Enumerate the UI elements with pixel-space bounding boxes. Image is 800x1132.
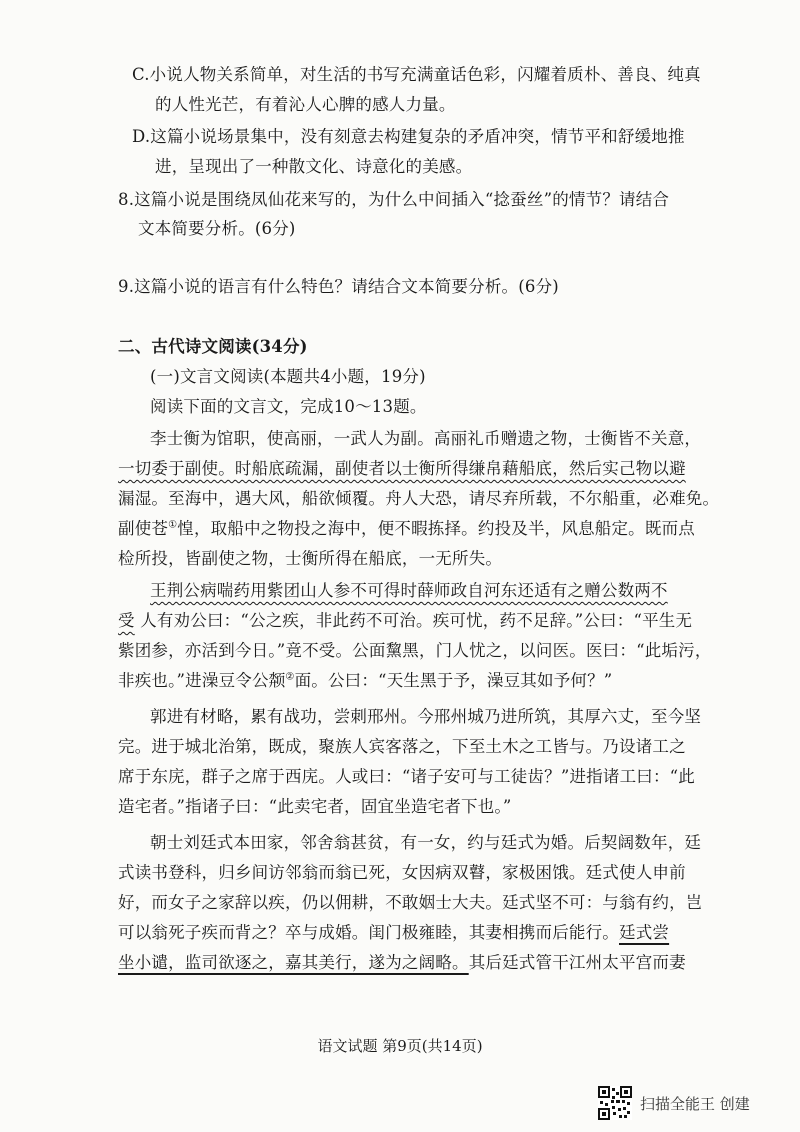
passage-3-line-3: 席于东庑，群子之席于西庑。人或曰：“诸子安可与工徒齿？”进指诸工曰：“此 [118,767,696,786]
question-9: 9.这篇小说的语言有什么特色？请结合文本简要分析。(6分) [118,277,559,296]
passage-2-line-2-rest: 人有劝公曰：“公之疾，非此药不可治。疾可忧，药不足辞。”公曰：“平生无 [140,611,693,630]
passage-2-line-2 [118,610,692,632]
question-8-line-2: 文本简要分析。(6分) [138,219,296,238]
underlined-sentence-1: 一切委于副使。时船底疏漏，副使者以士衡所得缣帛藉船底，然后实己物以避 [118,459,686,478]
passage-2-line-4 [118,670,612,692]
passage-4-line-5 [118,952,686,974]
passage-2-line-1 [150,580,668,602]
qr-code-icon [598,1086,632,1120]
passage-4-line-2: 式读书登科，归乡间访邻翁而翁已死，女因病双瞽，家极困饿。廷式使人申前 [118,863,686,882]
underlined-sentence-2: 王荆公病喘药用紫团山人参不可得时薛师政自河东还适有之赠公数两不 [150,581,668,600]
underlined-sentence-2-end: 受 [118,611,135,630]
passage-1-line-2 [118,458,686,480]
passage-1-line-4 [118,518,695,540]
passage-1-line-1: 李士衡为馆职，使高丽，一武人为副。高丽礼币赠遗之物，士衡皆不关意， [150,429,702,448]
underlined-sentence-3-start: 廷式尝 [619,923,670,942]
passage-4-line-4-start: 可以翁死子疾而背之？卒与成婚。闺门极雍睦，其妻相携而后能行。 [118,923,619,942]
section-two-heading: 二、古代诗文阅读(34分) [118,337,308,356]
passage-1-line-4-end: 惶，取船中之物投之海中，便不暇拣择。约投及半，风息船定。既而点 [177,519,695,538]
question-8-line-1: 8.这篇小说是围绕凤仙花来写的，为什么中间插入“捻蚕丝”的情节？请结合 [118,190,670,209]
underlined-sentence-3-end: 坐小谴，监司欲逐之，嘉其美行，遂为之阔略。 [118,953,469,972]
passage-1-line-5: 检所投，皆副使之物，士衡所得在船底，一无所失。 [118,549,503,568]
footnote-marker-2: ② [285,671,295,683]
option-d-line-1: D.这篇小说场景集中，没有刻意去构建复杂的矛盾冲突，情节平和舒缓地推 [132,127,685,146]
passage-2-line-4-end: 面。公曰：“天生黑于予，澡豆其如予何？” [294,671,613,690]
passage-4-line-3: 好，而女子之家辞以疾，仍以佣耕，不敢姻士大夫。廷式坚不可：与翁有约，岂 [118,893,703,912]
passage-4-line-5-rest: 其后廷式管干江州太平宫而妻 [468,953,686,972]
option-d-line-2: 进，呈现出了一种散文化、诗意化的美感。 [155,157,473,176]
footnote-marker-1: ① [168,519,178,531]
section-two-subheading: (一)文言文阅读(本题共4小题，19分) [150,367,426,386]
passage-2-line-4-start: 非疾也。”进澡豆令公颒 [118,671,286,690]
option-c-line-2: 的人性光芒，有着沁人心脾的感人力量。 [155,95,456,114]
option-c-line-1: C.小说人物关系简单，对生活的书写充满童话色彩，闪耀着质朴、善良、纯真 [132,65,701,84]
passage-4-line-4 [118,922,669,944]
passage-3-line-2: 完。进于城北治第，既成，聚族人宾客落之，下至土木之工皆与。乃设诸工之 [118,737,686,756]
passage-2-line-3: 紫团参，亦活到今日。”竟不受。公面黧黑，门人忧之，以问医。医曰：“此垢污， [118,641,712,660]
passage-1-line-4-start: 副使苍 [118,519,169,538]
section-two-instruction: 阅读下面的文言文，完成10～13题。 [150,397,427,416]
passage-3-line-1: 郭进有材略，累有战功，尝刺邢州。今邢州城乃进所筑，其厚六丈，至今坚 [150,707,702,726]
scanner-watermark-text: 扫描全能王 创建 [640,1094,750,1113]
passage-1-line-3: 漏湿。至海中，遇大风，船欲倾覆。舟人大恐，请尽弃所载，不尔船重，必难免。 [118,489,720,508]
passage-4-line-1: 朝士刘廷式本田家，邻舍翁甚贫，有一女，约与廷式为婚。后契阔数年，廷 [150,833,702,852]
passage-3-line-4: 造宅者。”指诸子曰：“此卖宅者，固宜坐造宅者下也。” [118,797,512,816]
scanner-watermark [598,1086,750,1120]
page-footer: 语文试题 第9页(共14页) [317,1037,483,1055]
